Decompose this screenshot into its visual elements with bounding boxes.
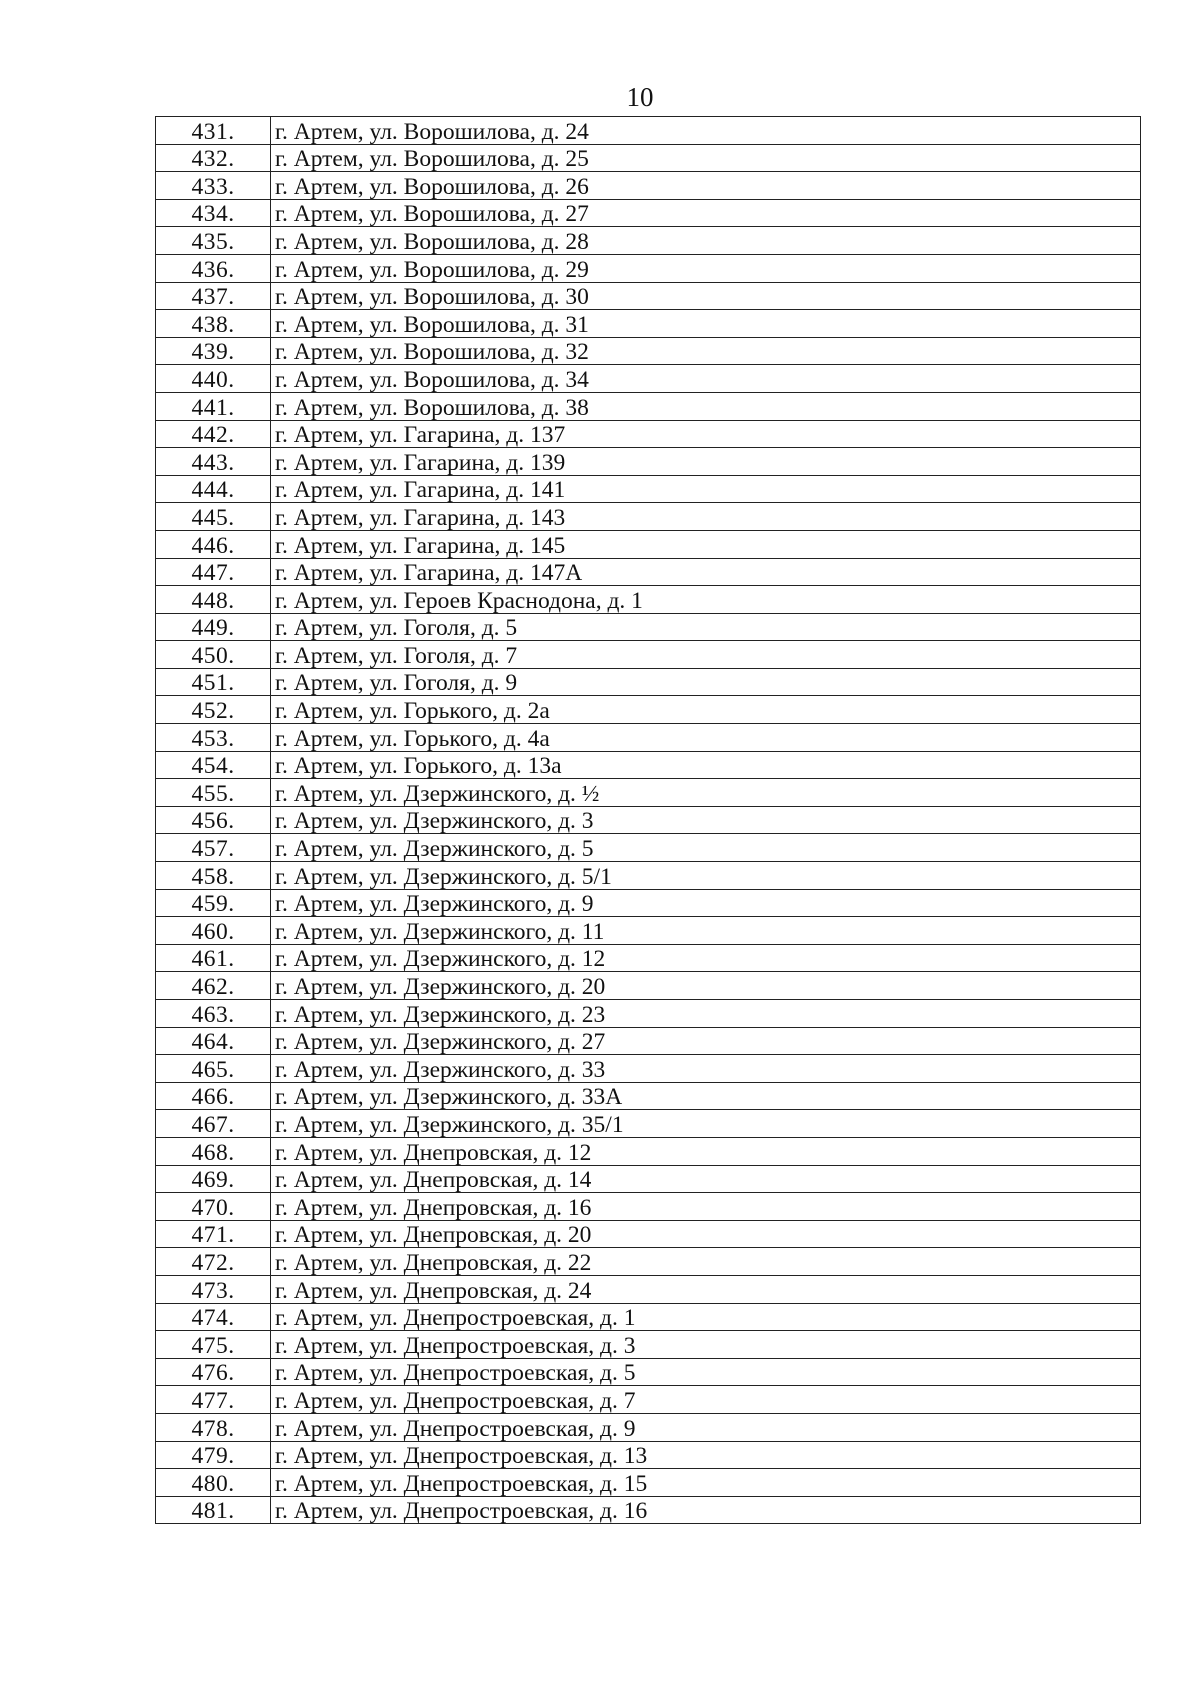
table-row — [156, 530, 1141, 558]
table-row — [156, 944, 1141, 972]
table-row — [156, 1441, 1141, 1469]
page-number: 10 — [626, 82, 654, 112]
table-row — [156, 475, 1141, 503]
row-number: 467. — [156, 1110, 271, 1138]
row-number: 476. — [156, 1358, 271, 1386]
row-number: 475. — [156, 1331, 271, 1359]
row-address: г. Артем, ул. Днепростроевская, д. 13 — [271, 1441, 1141, 1469]
row-number: 443. — [156, 448, 271, 476]
row-number: 464. — [156, 1027, 271, 1055]
row-address: г. Артем, ул. Ворошилова, д. 26 — [271, 172, 1141, 200]
row-address: г. Артем, ул. Днепровская, д. 22 — [271, 1248, 1141, 1276]
table-row — [156, 1413, 1141, 1441]
table-row — [156, 613, 1141, 641]
row-address: г. Артем, ул. Гагарина, д. 137 — [271, 420, 1141, 448]
row-number: 434. — [156, 199, 271, 227]
table-row — [156, 862, 1141, 890]
table-row — [156, 1000, 1141, 1028]
table-row — [156, 586, 1141, 614]
row-number: 460. — [156, 917, 271, 945]
row-address: г. Артем, ул. Гоголя, д. 5 — [271, 613, 1141, 641]
table-row — [156, 144, 1141, 172]
table-row — [156, 420, 1141, 448]
row-number: 435. — [156, 227, 271, 255]
row-address: г. Артем, ул. Ворошилова, д. 34 — [271, 365, 1141, 393]
table-row — [156, 337, 1141, 365]
row-number: 449. — [156, 613, 271, 641]
row-number: 446. — [156, 530, 271, 558]
row-number: 478. — [156, 1413, 271, 1441]
row-address: г. Артем, ул. Горького, д. 4а — [271, 724, 1141, 752]
row-number: 459. — [156, 889, 271, 917]
row-number: 474. — [156, 1303, 271, 1331]
row-address: г. Артем, ул. Героев Краснодона, д. 1 — [271, 586, 1141, 614]
row-address: г. Артем, ул. Горького, д. 2а — [271, 696, 1141, 724]
row-number: 456. — [156, 806, 271, 834]
table-row — [156, 172, 1141, 200]
row-address: г. Артем, ул. Днепровская, д. 14 — [271, 1165, 1141, 1193]
address-table-body — [156, 117, 1141, 1524]
row-address: г. Артем, ул. Ворошилова, д. 25 — [271, 144, 1141, 172]
table-row — [156, 310, 1141, 338]
row-number: 473. — [156, 1275, 271, 1303]
table-row — [156, 1358, 1141, 1386]
table-row — [156, 641, 1141, 669]
row-number: 471. — [156, 1220, 271, 1248]
row-number: 452. — [156, 696, 271, 724]
table-row — [156, 724, 1141, 752]
row-address: г. Артем, ул. Гагарина, д. 147А — [271, 558, 1141, 586]
table-row — [156, 1303, 1141, 1331]
row-number: 447. — [156, 558, 271, 586]
row-number: 439. — [156, 337, 271, 365]
table-row — [156, 1193, 1141, 1221]
row-number: 440. — [156, 365, 271, 393]
row-address: г. Артем, ул. Дзержинского, д. 33А — [271, 1082, 1141, 1110]
row-address: г. Артем, ул. Дзержинского, д. 35/1 — [271, 1110, 1141, 1138]
table-row — [156, 392, 1141, 420]
table-row — [156, 1386, 1141, 1414]
row-address: г. Артем, ул. Дзержинского, д. 5 — [271, 834, 1141, 862]
table-row — [156, 117, 1141, 145]
table-row — [156, 668, 1141, 696]
row-number: 466. — [156, 1082, 271, 1110]
row-number: 480. — [156, 1469, 271, 1497]
row-number: 479. — [156, 1441, 271, 1469]
row-number: 455. — [156, 779, 271, 807]
row-number: 468. — [156, 1137, 271, 1165]
table-row — [156, 227, 1141, 255]
table-row — [156, 1248, 1141, 1276]
row-address: г. Артем, ул. Дзержинского, д. 9 — [271, 889, 1141, 917]
row-address: г. Артем, ул. Дзержинского, д. 3 — [271, 806, 1141, 834]
row-address: г. Артем, ул. Днепростроевская, д. 16 — [271, 1496, 1141, 1524]
row-number: 436. — [156, 254, 271, 282]
row-address: г. Артем, ул. Гагарина, д. 145 — [271, 530, 1141, 558]
row-address: г. Артем, ул. Днепровская, д. 12 — [271, 1137, 1141, 1165]
row-address: г. Артем, ул. Гагарина, д. 141 — [271, 475, 1141, 503]
table-row — [156, 1496, 1141, 1524]
row-address: г. Артем, ул. Дзержинского, д. 27 — [271, 1027, 1141, 1055]
table-row — [156, 1082, 1141, 1110]
table-row — [156, 1055, 1141, 1083]
row-number: 431. — [156, 117, 271, 145]
row-number: 438. — [156, 310, 271, 338]
table-row — [156, 1275, 1141, 1303]
row-address: г. Артем, ул. Ворошилова, д. 31 — [271, 310, 1141, 338]
table-row — [156, 282, 1141, 310]
row-address: г. Артем, ул. Дзержинского, д. 23 — [271, 1000, 1141, 1028]
row-address: г. Артем, ул. Днепровская, д. 16 — [271, 1193, 1141, 1221]
row-address: г. Артем, ул. Ворошилова, д. 29 — [271, 254, 1141, 282]
row-address: г. Артем, ул. Гоголя, д. 7 — [271, 641, 1141, 669]
table-row — [156, 751, 1141, 779]
row-address: г. Артем, ул. Ворошилова, д. 32 — [271, 337, 1141, 365]
row-address: г. Артем, ул. Днепростроевская, д. 7 — [271, 1386, 1141, 1414]
row-address: г. Артем, ул. Ворошилова, д. 28 — [271, 227, 1141, 255]
row-number: 462. — [156, 972, 271, 1000]
row-number: 442. — [156, 420, 271, 448]
row-number: 451. — [156, 668, 271, 696]
row-address: г. Артем, ул. Ворошилова, д. 30 — [271, 282, 1141, 310]
table-row — [156, 254, 1141, 282]
row-address: г. Артем, ул. Днепростроевская, д. 1 — [271, 1303, 1141, 1331]
row-address: г. Артем, ул. Днепростроевская, д. 5 — [271, 1358, 1141, 1386]
row-address: г. Артем, ул. Дзержинского, д. 11 — [271, 917, 1141, 945]
table-row — [156, 1110, 1141, 1138]
row-number: 433. — [156, 172, 271, 200]
table-row — [156, 199, 1141, 227]
table-row — [156, 889, 1141, 917]
table-row — [156, 1165, 1141, 1193]
table-row — [156, 1331, 1141, 1359]
table-row — [156, 972, 1141, 1000]
row-address: г. Артем, ул. Гоголя, д. 9 — [271, 668, 1141, 696]
row-number: 457. — [156, 834, 271, 862]
row-number: 441. — [156, 392, 271, 420]
row-number: 453. — [156, 724, 271, 752]
table-row — [156, 696, 1141, 724]
address-table — [155, 116, 1141, 1524]
row-number: 465. — [156, 1055, 271, 1083]
table-row — [156, 1137, 1141, 1165]
table-row — [156, 503, 1141, 531]
row-address: г. Артем, ул. Ворошилова, д. 27 — [271, 199, 1141, 227]
row-number: 470. — [156, 1193, 271, 1221]
row-address: г. Артем, ул. Дзержинского, д. ½ — [271, 779, 1141, 807]
table-row — [156, 1469, 1141, 1497]
row-address: г. Артем, ул. Дзержинского, д. 12 — [271, 944, 1141, 972]
row-address: г. Артем, ул. Дзержинского, д. 5/1 — [271, 862, 1141, 890]
row-address: г. Артем, ул. Ворошилова, д. 38 — [271, 392, 1141, 420]
row-number: 458. — [156, 862, 271, 890]
row-address: г. Артем, ул. Гагарина, д. 143 — [271, 503, 1141, 531]
row-address: г. Артем, ул. Днепростроевская, д. 9 — [271, 1413, 1141, 1441]
row-number: 437. — [156, 282, 271, 310]
table-row — [156, 448, 1141, 476]
row-address: г. Артем, ул. Гагарина, д. 139 — [271, 448, 1141, 476]
table-row — [156, 558, 1141, 586]
row-number: 472. — [156, 1248, 271, 1276]
row-address: г. Артем, ул. Днепростроевская, д. 15 — [271, 1469, 1141, 1497]
row-number: 450. — [156, 641, 271, 669]
row-address: г. Артем, ул. Горького, д. 13а — [271, 751, 1141, 779]
table-row — [156, 365, 1141, 393]
table-row — [156, 1027, 1141, 1055]
row-number: 432. — [156, 144, 271, 172]
row-number: 448. — [156, 586, 271, 614]
row-number: 444. — [156, 475, 271, 503]
table-row — [156, 917, 1141, 945]
table-row — [156, 806, 1141, 834]
table-row — [156, 1220, 1141, 1248]
table-row — [156, 779, 1141, 807]
row-address: г. Артем, ул. Ворошилова, д. 24 — [271, 117, 1141, 145]
row-address: г. Артем, ул. Дзержинского, д. 20 — [271, 972, 1141, 1000]
row-number: 477. — [156, 1386, 271, 1414]
row-number: 481. — [156, 1496, 271, 1524]
row-address: г. Артем, ул. Днепровская, д. 24 — [271, 1275, 1141, 1303]
row-address: г. Артем, ул. Дзержинского, д. 33 — [271, 1055, 1141, 1083]
row-number: 454. — [156, 751, 271, 779]
row-address: г. Артем, ул. Днепровская, д. 20 — [271, 1220, 1141, 1248]
row-number: 445. — [156, 503, 271, 531]
row-address: г. Артем, ул. Днепростроевская, д. 3 — [271, 1331, 1141, 1359]
row-number: 469. — [156, 1165, 271, 1193]
row-number: 463. — [156, 1000, 271, 1028]
table-row — [156, 834, 1141, 862]
row-number: 461. — [156, 944, 271, 972]
